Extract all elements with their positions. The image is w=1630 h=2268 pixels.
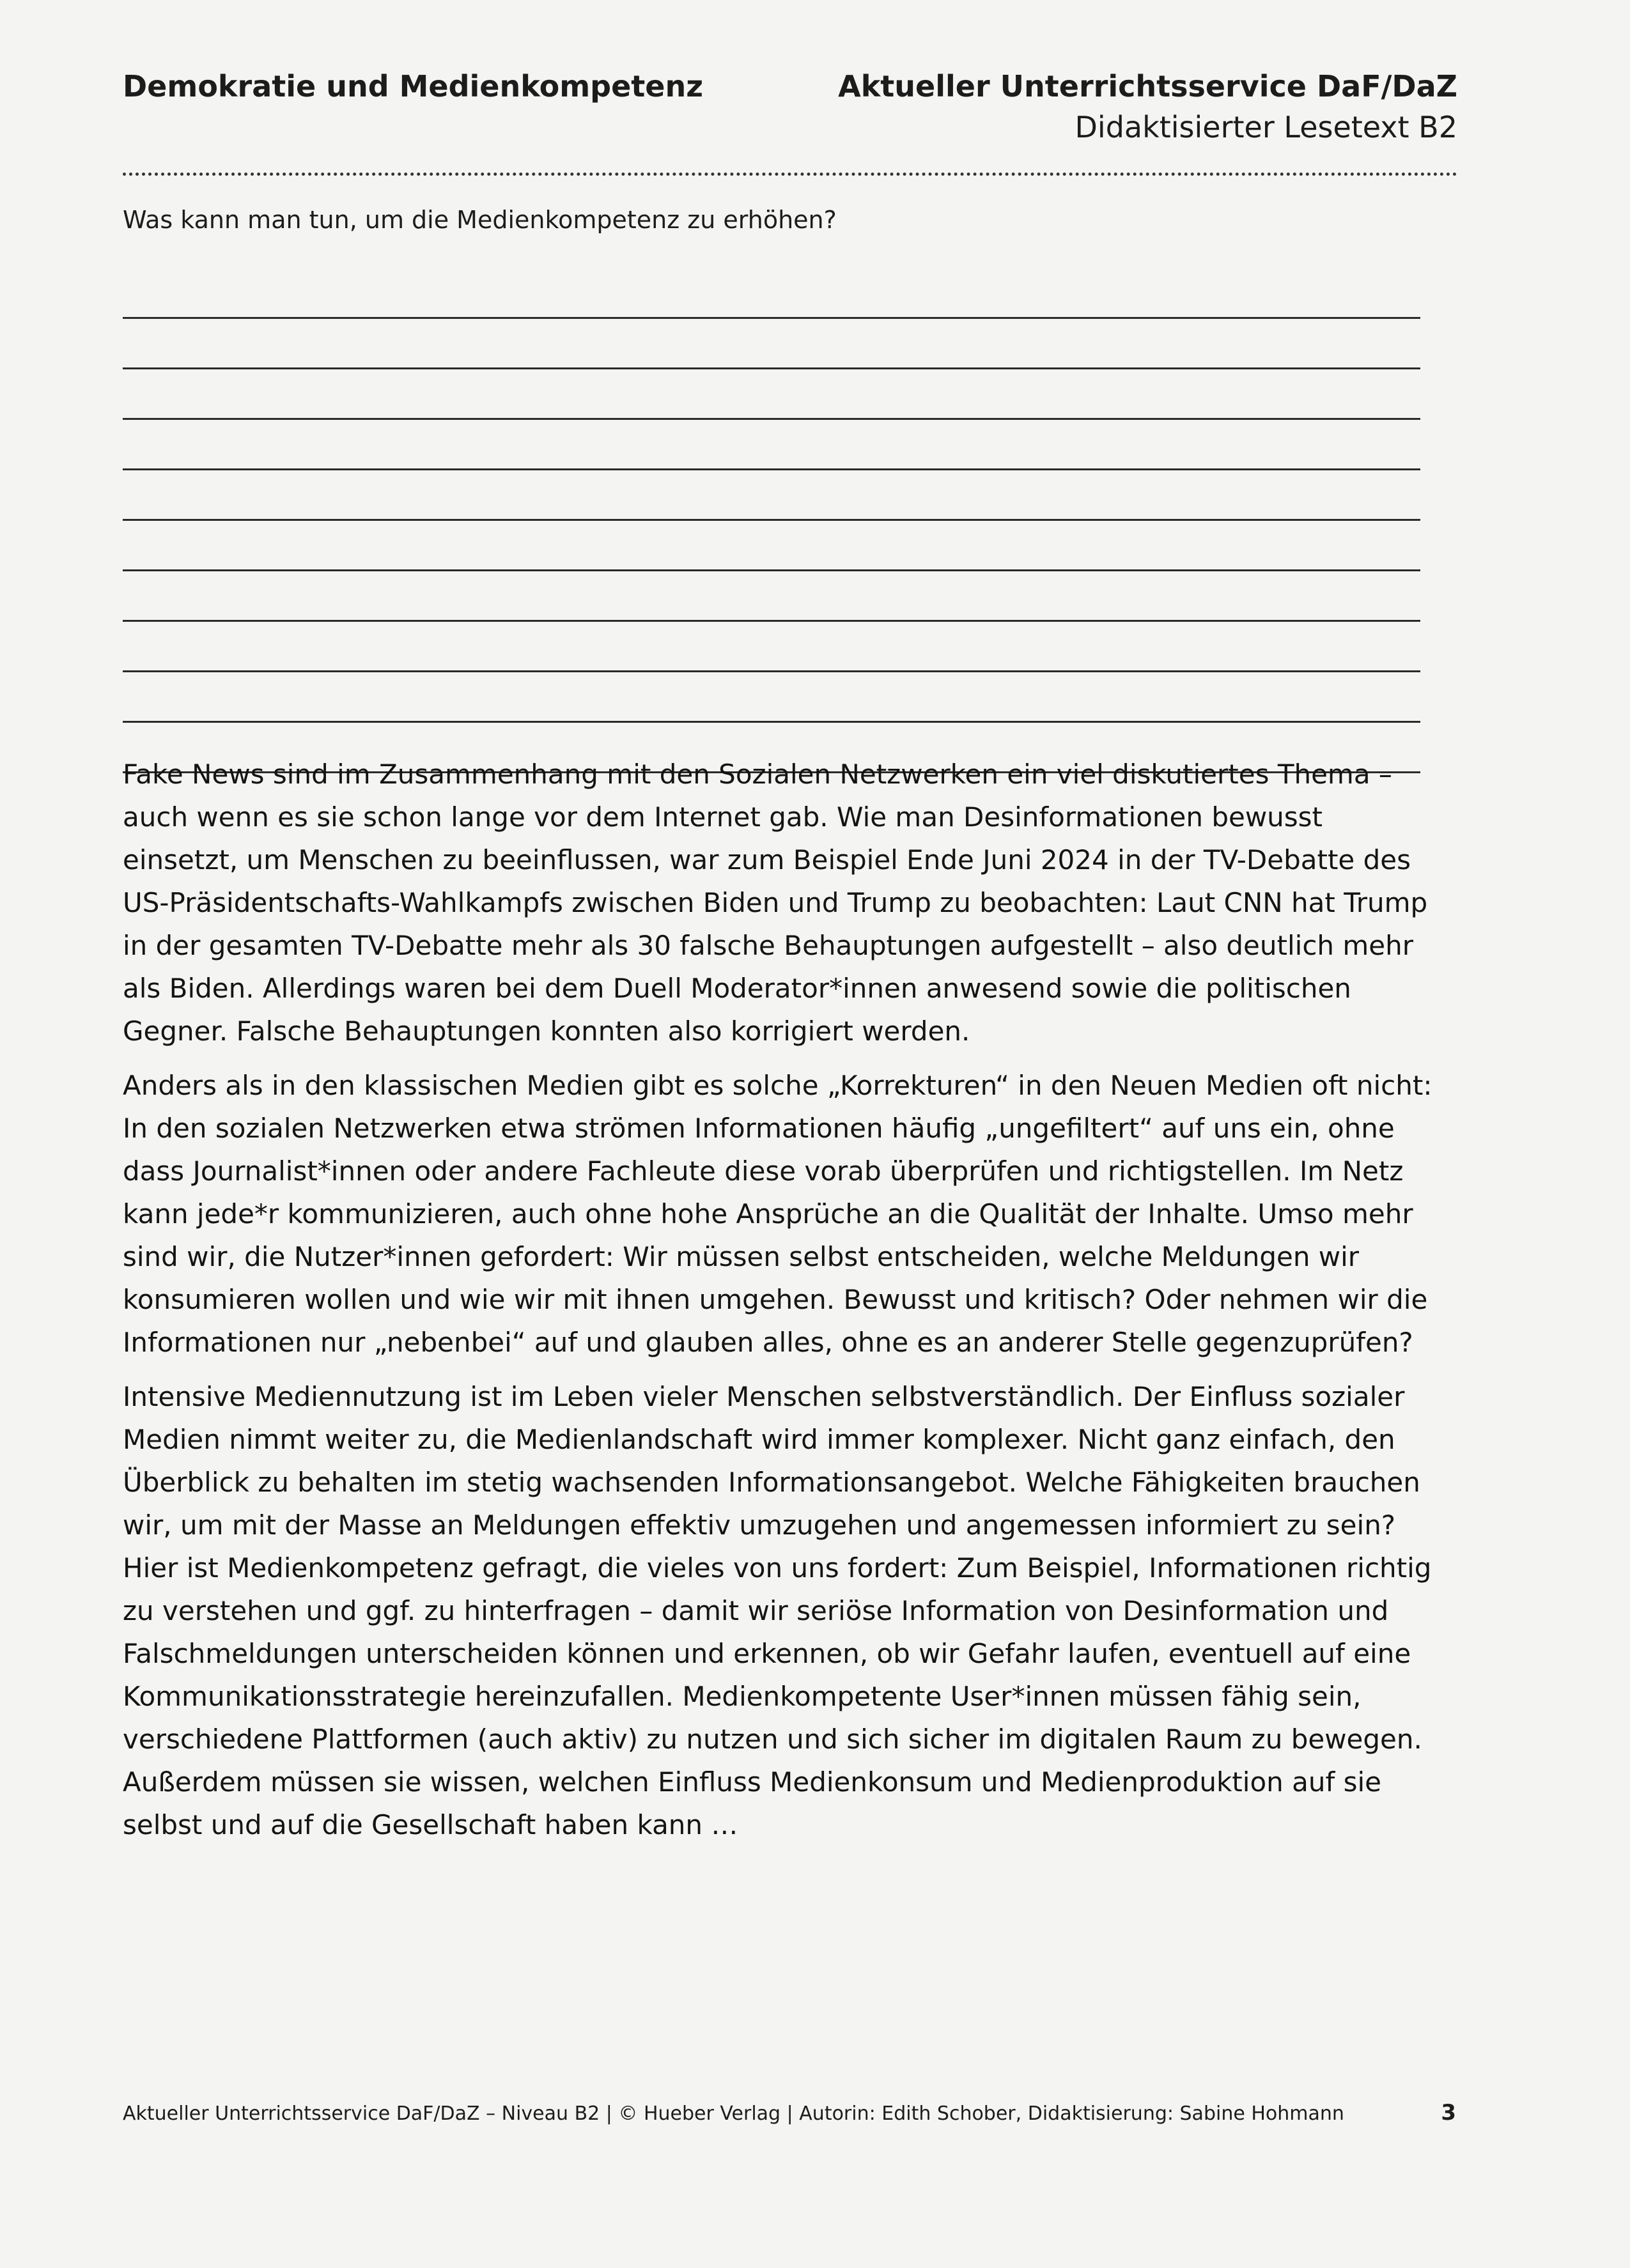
page-number: 3 (1441, 2100, 1456, 2125)
paragraph-fake-news: Fake News sind im Zusammenhang mit den Sozialen Netzwerken ein viel diskutiertes Thema – auch wenn es sie schon lange vor dem Internet gab. Wie man Desinformationen bewusst einsetzt, um Menschen zu beeinflussen, war zum Beispiel Ende Juni 2024 in der TV-Debatte des US-Präsidentschafts-Wahlkampfs zwischen Biden und Trump zu beobachten: Laut CNN hat Trump in der gesamten TV-Debatte mehr als 30 falsche Behauptungen aufgestellt – also deutlich mehr als Biden. Allerdings waren bei dem Duell Moderator*innen anwesend sowie die politischen Gegner. Falsche Behauptungen konnten also korrigiert werden. (123, 759, 1428, 1047)
answer-line (123, 622, 1420, 672)
answer-line (123, 672, 1420, 723)
answer-line (123, 369, 1420, 420)
header-series-block (838, 69, 1457, 144)
answer-line (123, 521, 1420, 571)
series-title: Aktueller Unterrichtsservice DaF/DaZ (838, 69, 1457, 104)
footer-credit: Aktueller Unterrichtsservice DaF/DaZ – Niveau B2 | © Hueber Verlag | Autorin: Edith Schober, Didaktisierung: Sabine Hohmann (123, 2102, 1344, 2125)
answer-lines (123, 268, 1420, 773)
answer-line (123, 470, 1420, 521)
answer-line (123, 319, 1420, 369)
paragraph-media-competence: Intensive Mediennutzung ist im Leben vieler Menschen selbstverständlich. Der Einfluss sozialer Medien nimmt weiter zu, die Medienlandschaft wird immer komplexer. Nicht ganz einfach, den Überblick zu behalten im stetig wachsenden Informationsangebot. Welche Fähigkeiten brauchen wir, um mit der Masse an Meldungen effektiv umzugehen und angemessen informiert zu sein? Hier ist Medienkompetenz gefragt, die vieles von uns fordert: Zum Beispiel, Informationen richtig zu verstehen und ggf. zu hinterfragen – damit wir seriöse Information von Desinformation und Falschmeldungen unterscheiden können und erkennen, ob wir Gefahr laufen, eventuell auf eine Kommunikationsstrategie hereinzufallen. Medienkompetente User*innen müssen fähig sein, verschiedene Plattformen (auch aktiv) zu nutzen und sich sicher im digitalen Raum zu bewegen. Außerdem müssen sie wissen, welchen Einfluss Medienkonsum und Medienproduktion auf sie selbst und auf die Gesellschaft haben kann … (123, 1381, 1432, 1840)
exercise-question: Was kann man tun, um die Medienkompetenz zu erhöhen? (123, 206, 837, 234)
answer-line (123, 420, 1420, 470)
topic-title: Demokratie und Medienkompetenz (123, 69, 703, 104)
header-divider (123, 173, 1457, 176)
paragraph-new-media: Anders als in den klassischen Medien gibt es solche „Korrekturen“ in den Neuen Medien oft nicht: In den sozialen Netzwerken etwa strömen Informationen häufig „ungefiltert“ auf uns ein, ohne dass Journalist*innen oder andere Fachleute diese vorab überprüfen und richtigstellen. Im Netz kann jede*r kommunizieren, auch ohne hohe Ansprüche an die Qualität der Inhalte. Umso mehr sind wir, die Nutzer*innen gefordert: Wir müssen selbst entscheiden, welche Meldungen wir konsumieren wollen und wie wir mit ihnen umgehen. Bewusst und kritisch? Oder nehmen wir die Informationen nur „nebenbei“ auf und glauben alles, ohne es an anderer Stelle gegenzuprüfen? (123, 1070, 1432, 1358)
answer-line (123, 571, 1420, 622)
level-label: Didaktisierter Lesetext B2 (1075, 110, 1457, 144)
reading-text (123, 753, 1440, 1858)
answer-line (123, 268, 1420, 319)
